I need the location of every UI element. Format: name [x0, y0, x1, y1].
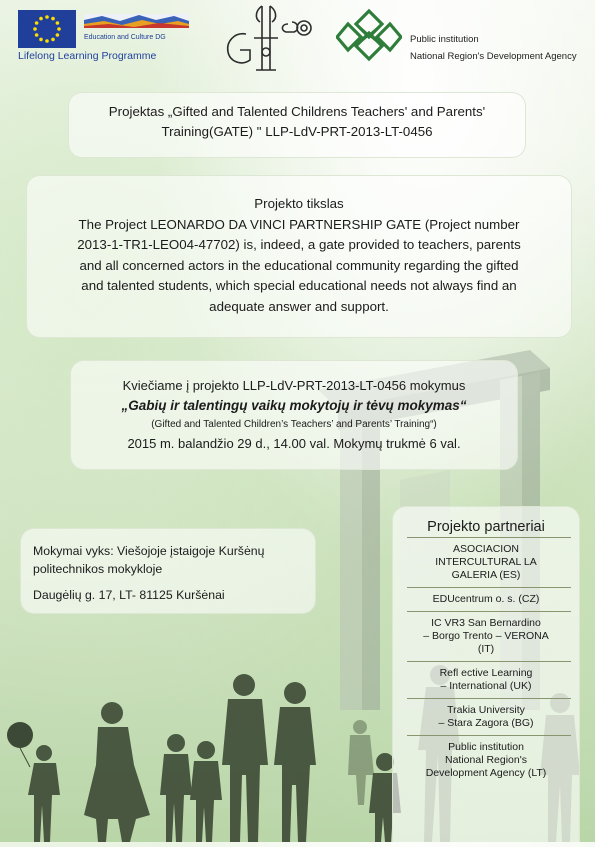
venue-line2: politechnikos mokykloje — [33, 562, 163, 576]
venue-box — [20, 528, 316, 614]
partner-line: Development Agency (LT) — [425, 767, 547, 779]
lifelong-learning-label: Lifelong Learning Programme — [18, 50, 157, 62]
partner-line: – Stara Zagora (BG) — [438, 717, 534, 729]
goal-text-line: adequate answer and support. — [209, 298, 389, 314]
partner-item — [393, 538, 579, 587]
invitation-box — [70, 360, 518, 470]
project-title-line2: Training(GATE) " LLP-LdV-PRT-2013-LT-0456 — [161, 124, 433, 139]
partner-line: (IT) — [477, 643, 495, 655]
training-datetime: 2015 m. balandžio 29 d., 14.00 val. Mokymų trukmė 6 val. — [127, 436, 461, 451]
eu-flag-icon — [18, 10, 76, 48]
partner-item — [393, 699, 579, 735]
invitation-line: Kviečiame į projekto LLP-LdV-PRT-2013-LT-0456 mokymus — [122, 378, 466, 393]
project-title-line1: Projektas „Gifted and Talented Childrens Teachers' and Parents' — [108, 104, 486, 119]
partners-panel — [392, 506, 580, 842]
partner-line: – International (UK) — [440, 680, 532, 692]
goal-heading: Projekto tikslas — [254, 196, 344, 211]
agency-name-line1: Public institution — [410, 34, 479, 45]
partner-item — [393, 662, 579, 698]
partner-item — [393, 736, 579, 785]
agency-name-line2: National Region's Development Agency — [410, 51, 577, 62]
venue-address: Daugėlių g. 17, LT- 81125 Kuršėnai — [33, 588, 225, 602]
project-goal-box — [26, 175, 572, 338]
agency-knot-logo — [336, 8, 402, 62]
training-title-en: (Gifted and Talented Children’s Teachers’ and Parents’ Training“) — [151, 419, 437, 430]
goal-text-line: The Project LEONARDO DA VINCI PARTNERSHIP GATE (Project number — [78, 216, 520, 232]
gate-logo — [216, 2, 324, 74]
partner-line: – Borgo Trento – VERONA — [423, 630, 549, 642]
education-culture-label: Education and Culture DG — [84, 34, 166, 41]
partner-line: ASOCIACION — [453, 543, 519, 555]
partner-line: Refl ective Learning — [439, 667, 533, 679]
partner-line: EDUcentrum o. s. (CZ) — [432, 593, 540, 605]
partner-line: National Region's — [445, 754, 527, 766]
partner-line: INTERCULTURAL LA — [435, 556, 537, 568]
project-title-box — [68, 92, 526, 158]
training-title-lt: „Gabių ir talentingų vaikų mokytojų ir tėvų mokymas“ — [121, 398, 467, 413]
partner-item — [393, 612, 579, 661]
partner-line: IC VR3 San Bernardino — [431, 617, 541, 629]
partner-item — [393, 588, 579, 611]
goal-text-line: 2013-1-TR1-LEO04-47702) is, indeed, a gate provided to teachers, parents — [77, 237, 521, 252]
partner-line: Trakia University — [447, 704, 525, 716]
goal-text-line: and all concerned actors in the educational community regarding the gifted — [79, 257, 519, 273]
partner-line: Public institution — [448, 741, 524, 753]
partner-line: GALERIA (ES) — [451, 569, 521, 581]
goal-text-line: and talented students, which special educational needs not always find an — [81, 278, 517, 293]
venue-line1: Mokymai vyks: Viešojoje įstaigoje Kuršėnų — [33, 544, 265, 558]
partners-title: Projekto partneriai — [427, 519, 545, 535]
